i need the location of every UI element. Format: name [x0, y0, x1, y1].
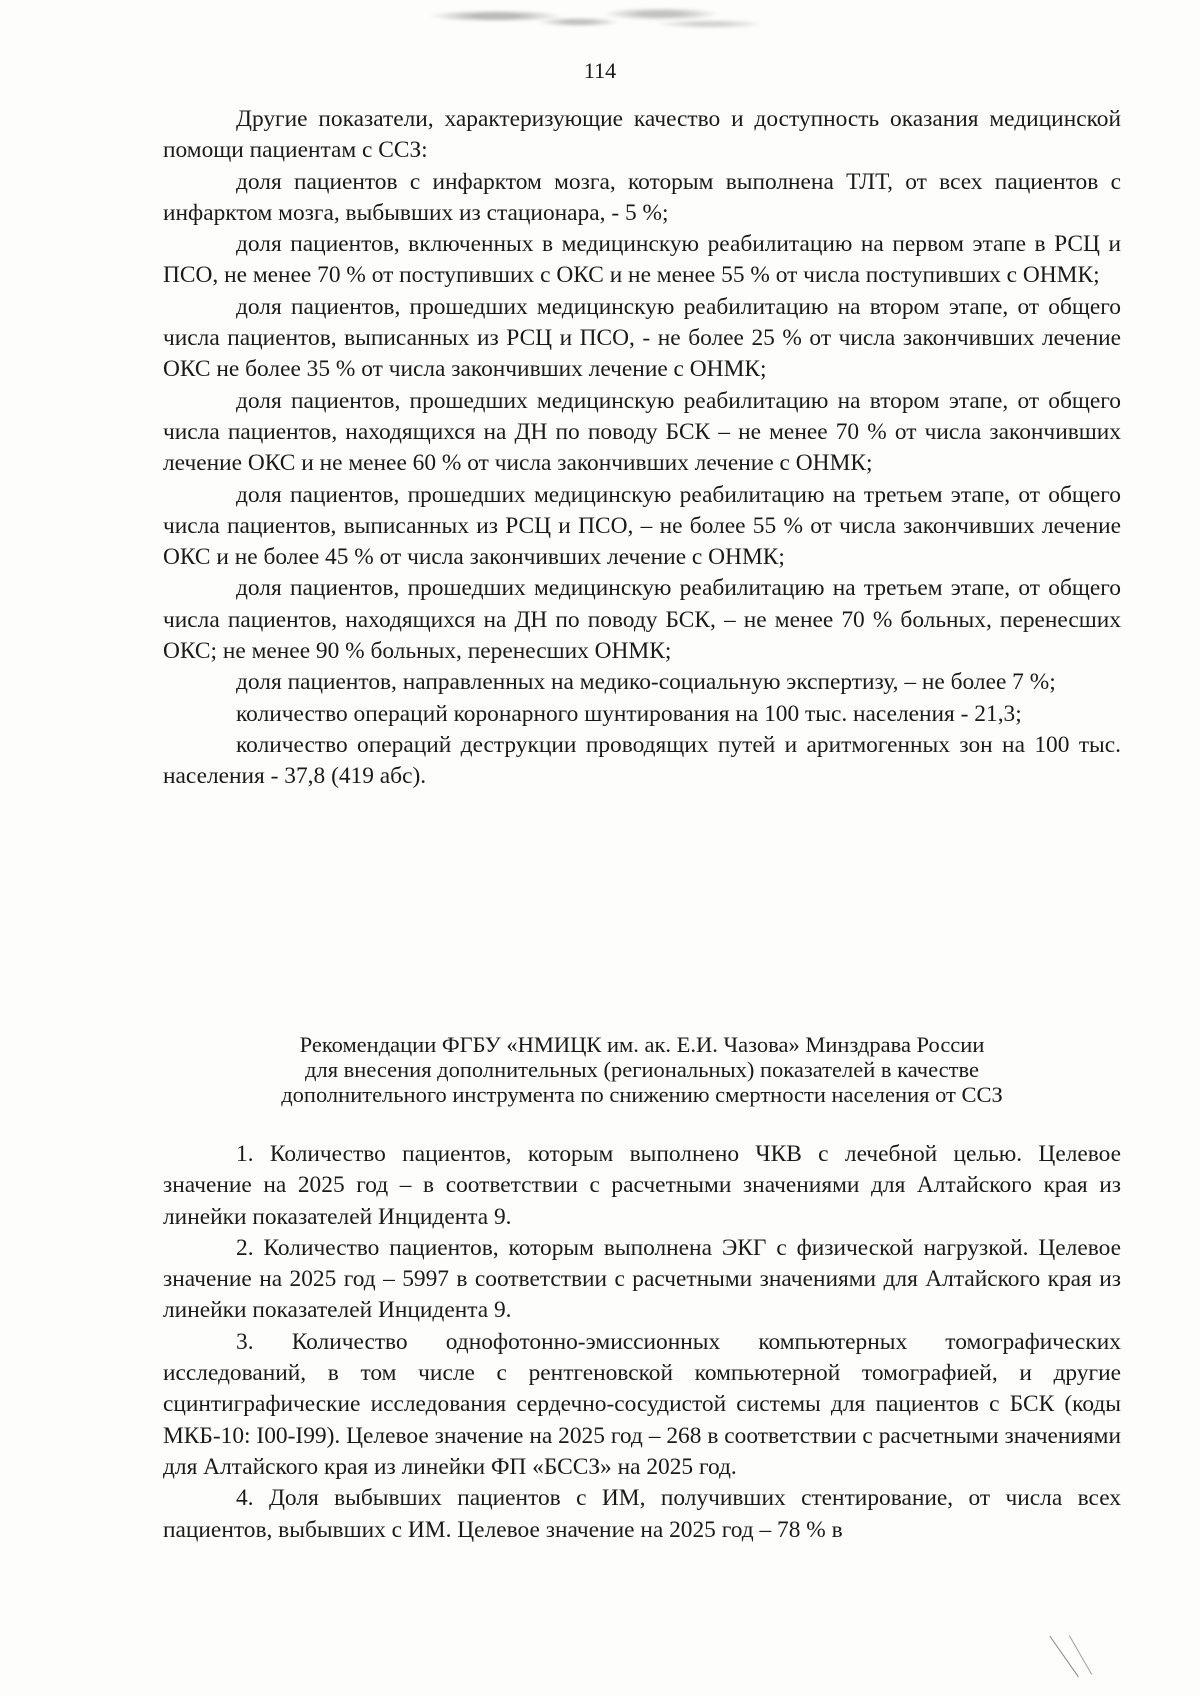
list-item: 3. Количество однофотонно-эмиссионных компьютерных томографических исследований, в том числе с рентгеновской компьютерной томографией, и другие сцинтиграфические исследования сердечно-сосудистой системы для пациентов с БСК (коды МКБ-10: I00-I99). Целевое значение на 2025 год – 268 в соответствии с расчетными значениями для Алтайского края из линейки ФП «БССЗ» на 2025 год. — [163, 1328, 1121, 1480]
list-item: 1. Количество пациентов, которым выполнено ЧКВ с лечебной целью. Целевое значение на 2025 год – в соответствии с расчетными значениями для Алтайского края из линейки показателей Инцидента 9. — [163, 1141, 1121, 1230]
indicators-section — [163, 104, 1121, 793]
paragraph: доля пациентов, включенных в медицинскую реабилитацию на первом этапе в РСЦ и ПСО, не менее 70 % от поступивших с ОКС и не менее 55 % от числа поступивших с ОНМК; — [163, 231, 1121, 289]
paragraph: доля пациентов, прошедших медицинскую реабилитацию на третьем этапе, от общего числа пациентов, выписанных из РСЦ и ПСО, – не более 55 % от числа закончивших лечение ОКС и не более 45 % от числа закончивших лечение с ОНМК; — [163, 481, 1121, 571]
heading-line: Рекомендации ФГБУ «НМИЦК им. ак. Е.И. Чазова» Минздрава России — [299, 1032, 985, 1057]
paragraph: количество операций деструкции проводящих путей и аритмогенных зон на 100 тыс. населения - 37,8 (419 абс). — [163, 731, 1121, 790]
section-heading — [163, 1032, 1121, 1107]
paragraph: доля пациентов с инфарктом мозга, которым выполнена ТЛТ, от всех пациентов с инфарктом мозга, выбывших из стационара, - 5 %; — [163, 168, 1121, 226]
recommendations-list — [163, 1139, 1121, 1546]
paragraph: доля пациентов, прошедших медицинскую реабилитацию на втором этапе, от общего числа пациентов, выписанных из РСЦ и ПСО, - не более 25 % от числа закончивших лечение ОКС не более 35 % от числа закончивших лечение с ОНМК; — [163, 293, 1121, 383]
list-item: 2. Количество пациентов, которым выполнена ЭКГ с физической нагрузкой. Целевое значение на 2025 год – 5997 в соответствии с расчетными значениями для Алтайского края из линейки показателей Инцидента 9. — [163, 1234, 1121, 1324]
list-item: 4. Доля выбывших пациентов с ИМ, получивших стентирование, от числа всех пациентов, выбывших с ИМ. Целевое значение на 2025 год – 78 % в — [163, 1485, 1121, 1543]
paragraph: доля пациентов, прошедших медицинскую реабилитацию на втором этапе, от общего числа пациентов, находящихся на ДН по поводу БСК – не менее 70 % от числа закончивших лечение ОКС и не менее 60 % от числа закончивших лечение с ОНМК; — [163, 387, 1121, 477]
paragraph: Другие показатели, характеризующие качество и доступность оказания медицинской помощи пациентам с ССЗ: — [163, 106, 1121, 164]
page-number: 114 — [583, 58, 617, 83]
scan-artifact — [430, 0, 760, 40]
heading-line: для внесения дополнительных (региональных) показателей в качестве — [305, 1057, 979, 1082]
paragraph: доля пациентов, прошедших медицинскую реабилитацию на третьем этапе, от общего числа пациентов, находящихся на ДН по поводу БСК, – не менее 70 % больных, перенесших ОКС; не менее 90 % больных, перенесших ОНМК; — [163, 575, 1121, 665]
paragraph: доля пациентов, направленных на медико-социальную экспертизу, – не более 7 %; — [236, 669, 1056, 696]
paragraph: количество операций коронарного шунтирования на 100 тыс. населения - 21,3; — [236, 700, 1022, 727]
heading-line: дополнительного инструмента по снижению смертности населения от ССЗ — [281, 1082, 1003, 1107]
